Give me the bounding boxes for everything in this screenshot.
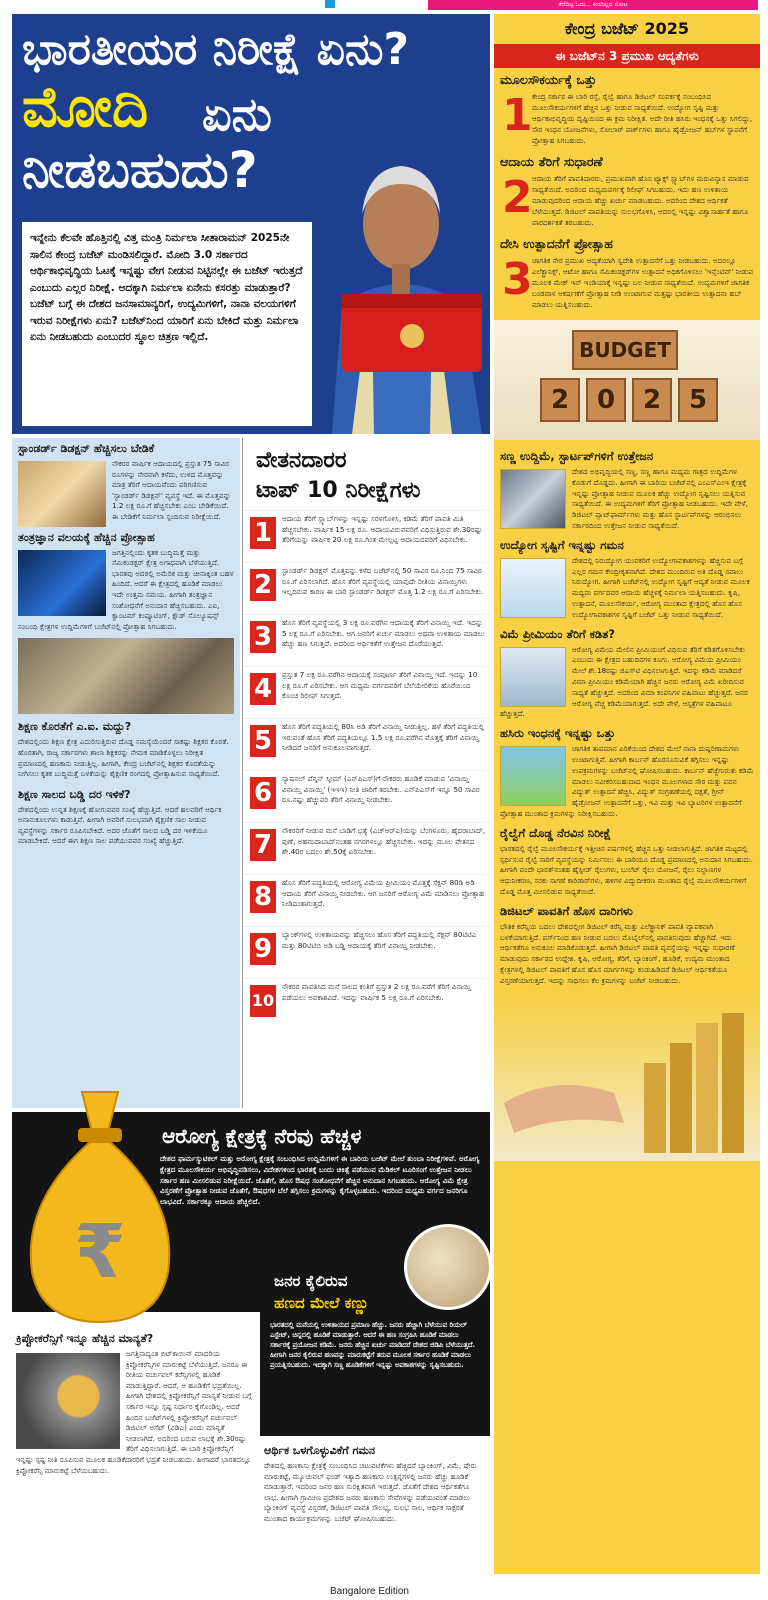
section-railways: [494, 823, 760, 901]
item-text: ನ್ಯಾಷನಲ್ ಪೆನ್ಶನ್ ಸ್ಕೀಮ್ (ಎನ್‌ಪಿಎಸ್)ಗೆ ನೌಕರರು ಹೂಡಿಕೆ ಮಾಡುವ 'ವಿನಾಯ್ತಿ ವಿನಾಯ್ತಿ ವಿನಾಯ್ತಿ' (ಇಇಇ) ನೀತಿ ಜಾರಿಗೆ ತರಬೇಕು. ಎನ್‌ಪಿಎಸ್‌ಗೆ ಇನ್ನೂ 50 ಸಾವಿರ ರೂ.ನಷ್ಟು ಹೆಚ್ಚುವರಿ ತೆರಿಗೆ ವಿನಾಯ್ತಿ ನೀಡಬೇಕು.: [282, 774, 480, 805]
public-money-text: ಭಾರತದಲ್ಲಿ ಮನೆಯಲ್ಲಿ ಉಳಿತಾಯದ ಪ್ರಮಾಣ ಹೆಚ್ಚು. ಜನರು ಹೆಚ್ಚಾಗಿ ಬೆಳೆಯುವ ರಿಯಲ್ ಎಸ್ಟೇಟ್, ಚಿನ್ನದಲ್ಲಿ ಹೂಡಿಕೆ ಮಾಡುತ್ತಾರೆ. ಆದರೆ ಈ ಹಣ ಸಂಗ್ರಹಿಸಿ ಹೂಡಿಕೆ ಮಾಡಲು ಸರ್ಕಾರಕ್ಕೆ ಪ್ರಯೋಜನ ಕಡಿಮೆ. ಜನರು ಹೆಚ್ಚಿನ ಖರ್ಚು ಮಾಡಿದರೆ ದೇಶದ ಜಿಡಿಪಿ ಬೆಳೆಯುತ್ತದೆ. ಹೀಗಾಗಿ ಜನರ ಕೈಲಿರುವ ಹಣವನ್ನು ಮಾರುಕಟ್ಟೆಗೆ ತರುವ ಮೂಲಕ ಸರ್ಕಾರ ಹೂಡಿಕೆ ಮಾಡಲು ಪ್ರಯತ್ನಿಸಬಹುದು. ಇದಕ್ಕಾಗಿ ಸಣ್ಣ ಹೂಡಿಕೆಗಳಿಗೆ ಇನ್ನಷ್ಟು ಅವಕಾಶಗಳನ್ನು ಸೃಷ್ಟಿಸಬಹುದು.: [270, 1321, 476, 1369]
hero-intro-text: ಇನ್ನೇನು ಕೆಲವೇ ಹೊತ್ತಿನಲ್ಲಿ ವಿತ್ತ ಮಂತ್ರಿ ನಿರ್ಮಲಾ ಸೀತಾರಾಮನ್ 2025ನೇ ಸಾಲಿನ ಕೇಂದ್ರ ಬಜೆಟ್ ಮಂಡಿಸಲಿದ್ದಾರೆ. ಮೋದಿ 3.0 ಸರ್ಕಾರದ ಆರ್ಥಿಕಾಭಿವೃದ್ಧಿಯ ಓಟಕ್ಕೆ ಇನ್ನಷ್ಟು ವೇಗ ನೀಡುವ ನಿಟ್ಟಿನಲ್ಲೇ ಈ ಬಜೆಟ್ ಇರುತ್ತದೆ ಎಂಬುದು ಎಲ್ಲರ ನಿರೀಕ್ಷೆ. ಅದಕ್ಕಾಗಿ ನಿರ್ಮಲಾ ಏನೇನು ಕಸರತ್ತು ಮಾಡುತ್ತಾರೆ? ಬಜೆಟ್ ಬಗ್ಗೆ ಈ ದೇಶದ ಜನಸಾಮಾನ್ಯರಿಗೆ, ಉದ್ಯಮಿಗಳಿಗೆ, ನಾನಾ ವಲಯಗಳಿಗೆ ಇರುವ ನಿರೀಕ್ಷೆಗಳು ಏನು? ಬಜೆಟ್‌ನಿಂದ ಯಾರಿಗೆ ಏನು ಬೇಕಿದೆ ಮತ್ತು ನಿರ್ಮಲಾ ಏನು ನೀಡಬಹುದು ಎಂಬುದರ ಸ್ಥೂಲ ಚಿತ್ರಣ ಇಲ್ಲಿದೆ.: [22, 222, 317, 426]
priority-text: ಕೇಂದ್ರ ಸರ್ಕಾರ ಈ ಬಾರಿ ರಸ್ತೆ, ರೈಲ್ವೆ ಹಾಗೂ ಡಿಜಿಟಲ್ ಸಂಪರ್ಕಕ್ಕೆ ಸಂಬಂಧಿಸಿದ ಮೂಲಸೌಕರ್ಯಗಳಿಗೆ ಹೆಚ್ಚಿನ ಒತ್ತು ನೀಡುವ ಸಾಧ್ಯತೆಯಿದೆ. ಉದ್ಯೋಗ ಸೃಷ್ಟಿ ಮತ್ತು ಆರ್ಥಿಕಾಭಿವೃದ್ಧಿಯ ದೃಷ್ಟಿಯಿಂದ ಈ ಕ್ರಮ ನಿರೀಕ್ಷಿತ. ಅದೇ ರೀತಿ ಹಸಿರು ಇಂಧನಕ್ಕೆ ಒತ್ತು ಸಿಗಲಿದ್ದು, ಸೌರ ಇಂಧನ ಯೋಜನೆಗಳು, ಸೋಲಾರ್ ಪಾರ್ಕ್‌ಗಳು ಹಾಗೂ ಹೈಡ್ರೋಜನ್ ಹಬ್‌ಗಳ ಸ್ಥಾಪನೆಗೆ ಪ್ರೋತ್ಸಾಹ ಸಿಗಬಹುದು.: [532, 92, 753, 145]
expectation-item: [244, 926, 490, 978]
expectation-item: [244, 614, 490, 666]
section-green-energy: [494, 723, 760, 823]
section-title: ಹಸಿರು ಇಂಧನಕ್ಕೆ ಇನ್ನಷ್ಟು ಒತ್ತು: [500, 726, 616, 741]
section-title: ತಂತ್ರಜ್ಞಾನ ವಲಯಕ್ಕೆ ಹೆಚ್ಚಿನ ಪ್ರೋತ್ಸಾಹ: [18, 530, 155, 544]
budget-word-block: BUDGET: [572, 330, 678, 370]
priority-item: [494, 68, 760, 150]
expectation-item: [244, 978, 490, 1030]
priority-title: ದೇಸಿ ಉತ್ಪಾದನೆಗೆ ಪ್ರೋತ್ಸಾಹ: [500, 236, 613, 251]
section-title: ಸಣ್ಣ ಉದ್ದಿಮೆ, ಸ್ಟಾರ್ಟಪ್‌ಗಳಿಗೆ ಉತ್ತೇಜನ: [500, 449, 654, 463]
item-number-badge: 7: [250, 829, 276, 861]
bitcoin-hand-photo: [16, 1353, 120, 1449]
item-text: ಪ್ರಸ್ತುತ 7 ಲಕ್ಷ ರೂ.ವರೆಗಿನ ಆದಾಯಕ್ಕೆ ಸಂಪೂರ್ಣ ತೆರಿಗೆ ವಿನಾಯ್ತಿ ಇದೆ. ಇದನ್ನು 10 ಲಕ್ಷ ರೂ.ಗೆ ಏರಿಸಬೇಕು. ಆಗ ಮಧ್ಯಮ ವರ್ಗದವರಿಗೆ ಬೆಲೆಯೇರಿಕೆಯ ಹೊರೆಯಿಂದ ಕೊಂಚ ರಿಲೀಫ್ ಸಿಗುತ್ತದೆ.: [282, 670, 478, 701]
section-text: ದೇಶದಲ್ಲಿ ಹಣಕಾಸು ಕ್ಷೇತ್ರಕ್ಕೆ ಸಂಬಂಧಿಸಿದ ಚಟುವಟಿಕೆಗಳು ಹೆಚ್ಚಿದರೆ ಬ್ಯಾಂಕಿಂಗ್, ವಿಮೆ, ಷೇರು ಮಾರುಕಟ್ಟೆ, ಮ್ಯೂಚುವಲ್ ಫಂಡ್ ಇತ್ಯಾದಿ ಹಣಕಾಸು ಉತ್ಪನ್ನಗಳಲ್ಲಿ ಜನರು ಹೆಚ್ಚು ಹೂಡಿಕೆ ಮಾಡುತ್ತಾರೆ. ಇದರಿಂದ ಜನರ ಹಣ ಸುರಕ್ಷಿತವಾಗಿ ಇರುತ್ತದೆ. ಜೊತೆಗೆ ದೇಶದ ಆರ್ಥಿಕತೆಗೂ ಲಾಭ. ಹೀಗಾಗಿ ಗ್ರಾಮೀಣ ಪ್ರದೇಶದ ಜನರು ಹಣಕಾಸು ಸೇವೆಗಳನ್ನು ಪಡೆಯುವಂತೆ ಮಾಡಲು ಬ್ಯಾಂಕಿಂಗ್ ವ್ಯವಸ್ಥೆ ವಿಸ್ತರಣೆ, ಡಿಜಿಟಲ್ ಪಾವತಿ ಸೌಲಭ್ಯ, ಸುಲಭ ಸಾಲ, ಆರ್ಥಿಕ ಸಾಕ್ಷರತೆ ಮುಂತಾದ ಕಾರ್ಯಕ್ರಮಗಳನ್ನು ಬಜೆಟ್ ಘೋಷಿಸಬಹುದು.: [264, 1461, 477, 1523]
item-number-badge: 3: [250, 621, 276, 653]
item-text: ನೌಕರರ ಪಾವತಿಸಿದ ಮನೆ ಸಾಲದ ಕಂತಿಗೆ ಪ್ರಸ್ತುತ 2 ಲಕ್ಷ ರೂ.ವರೆಗೆ ತೆರಿಗೆ ವಿನಾಯ್ತಿ ಪಡೆಯಲು ಅವಕಾಶವಿದೆ. ಇದನ್ನು ವಾರ್ಷಿಕ 5 ಲಕ್ಷ ರೂ.ಗೆ ಏರಿಸಬೇಕು.: [282, 982, 472, 1002]
expectation-item: [244, 562, 490, 614]
section-title: ರೈಲ್ವೆಗೆ ದೊಡ್ಡ ನೆರವಿನ ನಿರೀಕ್ಷೆ: [500, 825, 611, 840]
priority-text: ಜಾಗತಿಕ ನೇರ ಪ್ರಮುಖ ಆದ್ಯತೆಯಾಗಿ ಸ್ವದೇಶಿ ಉತ್ಪಾದನೆಗೆ ಒತ್ತು ನೀಡಬಹುದು. ಅದರಲ್ಲೂ ಎಲೆಕ್ಟ್ರಾನಿಕ್ಸ್, ಆಟೋ ಹಾಗೂ ಸೆಮಿಕಂಡಕ್ಟರ್‌ಗಳ ಉತ್ಪಾದನೆ ಅಧಿಕಗೊಳಿಸಲು 'ಇನ್ಸೆಂಟಿವ್' ನೀಡುವ ಮೂಲಕ ಮೇಕ್ ಇನ್ ಇಂಡಿಯಾಕ್ಕೆ ಇನ್ನಷ್ಟು ಬಲ ನೀಡುವ ಸಾಧ್ಯತೆಯಿದೆ. ಉದ್ಯಮಗಳಿಗೆ ಜಾಗತಿಕ ಬಂಡವಾಳ ಆಕರ್ಷಣೆಗೆ ಪ್ರೋತ್ಸಾಹ ನೀಡಿ ಉಂಟಾಗುವ ಮತ್ತಷ್ಟು ಭಾರತೀಯ ಉತ್ಪಾದನಾ ಹಬ್ ಮಾಡಲು ಯತ್ನಿಸಬಹುದು.: [532, 256, 754, 309]
top-10-title-line2: ಟಾಪ್ 10 ನಿರೀಕ್ಷೆಗಳು: [256, 478, 421, 503]
rupee-money-bag-icon: [12, 1072, 188, 1332]
priority-number: 1: [502, 90, 533, 141]
expectation-item: [244, 770, 490, 822]
section-text: ಭಾರತದಲ್ಲಿ ರೈಲ್ವೆ ಮೂಲಸೌಕರ್ಯಕ್ಕೆ ಇತ್ತೀಚಿನ ವರ್ಷಗಳಲ್ಲಿ ಹೆಚ್ಚಿನ ಒತ್ತು ನೀಡಲಾಗುತ್ತಿದೆ. ಜಾಗತಿಕ ಮಟ್ಟದಲ್ಲಿ ಸ್ಪರ್ಧಿಸುವ ರೈಲ್ವೆ ಸಾರಿಗೆ ವ್ಯವಸ್ಥೆಯನ್ನು ನಿರ್ಮಿಸಲು ಈ ಬಾರಿಯೂ ದೊಡ್ಡ ಪ್ರಮಾಣದಲ್ಲಿ ಅನುದಾನ ಸಿಗಬಹುದು. ಹೀಗಾಗಿ ವಂದೇ ಭಾರತ್‌ನಂತಹ ಹೈಸ್ಪೀಡ್ ರೈಲುಗಳು, ಬುಲೆಟ್ ರೈಲು ಯೋಜನೆ, ರೈಲು ನಿಲ್ದಾಣಗಳ ಆಧುನೀಕರಣ, ಸರಕು ಸಾಗಣೆ ಕಾರಿಡಾರ್‌ಗಳು, ಹಳಿಗಳ ವಿದ್ಯುದೀಕರಣ ಮುಂತಾದ ರೈಲ್ವೆ ಮೂಲಸೌಕರ್ಯಗಳಿಗೆ ದೊಡ್ಡ ಮೊತ್ತ ಮೀಸಲಿಡುವ ಸಾಧ್ಯತೆಯಿದೆ.: [500, 843, 753, 896]
year-digit-block: 2: [632, 378, 672, 422]
priorities-banner: ಈ ಬಜೆಟ್‌ನ 3 ಪ್ರಮುಖ ಆದ್ಯತೆಗಳು: [494, 44, 760, 68]
year-digit-block: 2: [540, 378, 580, 422]
item-number-badge: 2: [250, 569, 276, 601]
currency-notes-photo: [404, 1224, 492, 1310]
priority-number: 3: [502, 254, 533, 305]
column-divider: [242, 438, 243, 1108]
item-text: ಸ್ಟಾಂಡರ್ಡ್ ಡಿಡಕ್ಷನ್ ಮೊತ್ತವನ್ನು ಕಳೆದ ಬಜೆಟ್‌ನಲ್ಲಿ 50 ಸಾವಿರ ರೂ.ನಿಂದ 75 ಸಾವಿರ ರೂ.ಗೆ ಏರಿಸಲಾಗಿದೆ. ಹೊಸ ತೆರಿಗೆ ವ್ಯವಸ್ಥೆಯಲ್ಲಿ ಯಾವುದೇ ರೀತಿಯ ವಿನಾಯ್ತಿಗಳು ಇಲ್ಲದಿರುವ ಕಾರಣ ಈ ಬಾರಿ ಸ್ಟಾಂಡರ್ಡ್ ಡಿಡಕ್ಷನ್ ಮೊತ್ತ 1.2 ಲಕ್ಷ ರೂ.ಗೆ ಏರಿಸಬೇಕು.: [282, 566, 484, 597]
section-education-ai: [12, 716, 240, 783]
item-text: ಆದಾಯ ತೆರಿಗೆ ಸ್ಲ್ಯಾಬ್‌ಗಳನ್ನು ಇನ್ನಷ್ಟು ಸರಳಗೊಳಿಸಿ, ಕಡಿಮೆ ತೆರಿಗೆ ಪಾವತಿ ಮಿತಿ ಹೆಚ್ಚಿಸಬೇಕು. ವಾರ್ಷಿಕ 15 ಲಕ್ಷ ರೂ. ಆದಾಯವಿರುವವರಿಗೆ ವಿಧಿಸುತ್ತಿರುವ ಶೇ.30ರಷ್ಟು ತೆರಿಗೆಯನ್ನು ವಾರ್ಷಿಕ 20 ಲಕ್ಷ ರೂ.ಗಿಂತ ಮೇಲ್ಪಟ್ಟ ಆದಾಯದವರಿಗೆ ವಿಧಿಸಬೇಕು.: [282, 514, 483, 545]
section-title: ಡಿಜಿಟಲ್ ಪಾವತಿಗೆ ಹೊಸ ದಾರಿಗಳು: [500, 903, 633, 918]
section-text: ದೇಶದಲ್ಲಿಂದು ಉನ್ನತ ಶಿಕ್ಷಣಕ್ಕೆ ಹೋಗುವವರ ಸಂಖ್ಯೆ ಹೆಚ್ಚುತ್ತಿದೆ. ಆದರೆ ಹಲವರಿಗೆ ಆರ್ಥಿಕ ಅನಾನುಕೂಲಗಳು ಕಾಡುತ್ತಿವೆ. ಹೀಗಾಗಿ ಅವರಿಗೆ ಸುಲಭವಾಗಿ ಶೈಕ್ಷಣಿಕ ಸಾಲ ನೀಡುವ ವ್ಯವಸ್ಥೆಗಳನ್ನು ಸರ್ಕಾರ ರೂಪಿಸಬೇಕಿದೆ. ಅದರ ಜೊತೆಗೆ ಸಾಲದ ಬಡ್ಡಿ ದರ ಇಳಿಕೆಯೂ ಮಾಡಬೇಕಿದೆ. ಆದರೆ ಈಗ ಶಿಕ್ಷಣ ಸಾಲ ಪಡೆಯುವವರ ಸಂಖ್ಯೆ ಹೆಚ್ಚುತ್ತಿದೆ.: [18, 804, 222, 846]
hero-headline-line3: ನೀಡಬಹುದು?: [22, 141, 258, 199]
section-text: ದೇಶದಲ್ಲಿಂದು ಶಿಕ್ಷಣ ಕ್ಷೇತ್ರ ಎದುರಿಸುತ್ತಿರುವ ದೊಡ್ಡ ಸಮಸ್ಯೆಯೆಂದರೆ ಸಾಕಷ್ಟು ಶಿಕ್ಷಕರ ಕೊರತೆ. ಹೊರತಾಗಿ, ರಾಜ್ಯ ಸರ್ಕಾರಗಳು ಶಾಲಾ ಶಿಕ್ಷಕರನ್ನು ನೇಮಕ ಮಾಡಿಕೊಳ್ಳಲು ನಿರೀಕ್ಷಿತ ಪ್ರಮಾಣದಲ್ಲಿ ಹಣಕಾಸು ನೀಡುತ್ತಿಲ್ಲ. ಹೀಗಾಗಿ, ಕೇಂದ್ರ ಬಜೆಟ್‌ನಲ್ಲಿ ಶಿಕ್ಷಕರ ಕೊರತೆಯನ್ನು ನೀಗಿಸಲು ಕೃತಕ ಬುದ್ಧಿಮತ್ತೆ ಬಳಕೆಯನ್ನು ಶೈಕ್ಷಣಿಕ ರಂಗದಲ್ಲಿ ಪ್ರೋತ್ಸಾಹಿಸುವ ಸಾಧ್ಯತೆಯಿದೆ.: [18, 737, 229, 779]
left-column-expectations: [12, 438, 240, 1108]
section-education-loan: [12, 784, 240, 851]
hero-headline-line1: ಭಾರತೀಯರ ನಿರೀಕ್ಷೆ ಏನು?: [22, 24, 409, 75]
budget-title: ಕೇಂದ್ರ ಬಜೆಟ್ 2025: [564, 19, 690, 38]
expectation-item: [244, 510, 490, 562]
top-10-title: [244, 438, 490, 510]
section-text: ಜಗತ್ತಿನಲ್ಲಿಂದು ಕೃತಕ ಬುದ್ಧಿಮತ್ತೆ ಮತ್ತು ಸೆಮಿಕಂಡಕ್ಟರ್ ಕ್ಷೇತ್ರ ಅಗಾಧವಾಗಿ ಬೆಳೆಯುತ್ತಿದೆ. ಭಾರತವು ಅದರಲ್ಲಿ ಅಮೆರಿಕ ಮತ್ತು ಚೀನಾಕ್ಕಿಂತ ಬಹಳ ಹಿಂದಿದೆ. ಆದರೆ ಈ ಕ್ಷೇತ್ರದಲ್ಲಿ ಹೂಡಿಕೆ ಮಾಡಲು ಇದೇ ಉತ್ತಮ ಸಮಯ. ಹೀಗಾಗಿ ತಂತ್ರಜ್ಞಾನ ಸಂಶೋಧನೆಗೆ ಅನುದಾನ ಹೆಚ್ಚಿಸಬಹುದು. ಎಐ, ಕ್ವಾಂಟಮ್ ಕಂಪ್ಯೂಟಿಂಗ್, ಕ್ಲೌಡ್ ಸೊಲ್ಯೂಷನ್ಸ್ ಸಂಬಂಧಿ ಕ್ಷೇತ್ರಗಳ ಉದ್ದಿಮೆಗಳಿಗೆ ಬಜೆಟ್‌ನಲ್ಲಿ ಪ್ರೋತ್ಸಾಹ ಸಿಗಬಹುದು.: [18, 547, 234, 631]
hero-headline-enu: ಏನು: [202, 87, 272, 141]
priority-item: [494, 232, 760, 314]
hero-panel: [12, 14, 490, 434]
priority-item: [494, 150, 760, 232]
section-text: ನೌಕರರ ವಾರ್ಷಿಕ ಆದಾಯದಲ್ಲಿ ಪ್ರಸ್ತುತ 75 ಸಾವಿರ ರೂಗಳನ್ನು ನೇರವಾಗಿ ಕಳೆದು, ಉಳಿದ ಮೊತ್ತವನ್ನು ಮಾತ್ರ ತೆರಿಗೆ ಆದಾಯವೆಂದು ಪರಿಗಣಿಸುವ 'ಸ್ಟಾಂಡರ್ಡ್ ಡಿಡಕ್ಷನ್' ವ್ಯವಸ್ಥೆ ಇದೆ. ಈ ಮೊತ್ತವನ್ನು 1.2 ಲಕ್ಷ ರೂ.ಗೆ ಹೆಚ್ಚಿಸಬೇಕು ಎಂಬ ಬೇಡಿಕೆಯಿದೆ. ಈ ಬೇಡಿಕೆಗೆ ನಿರ್ಮಲಾ ಸ್ಪಂದಿಸುವ ನಿರೀಕ್ಷೆಯಿದೆ.: [112, 459, 231, 521]
item-number-badge: 10: [250, 985, 276, 1017]
item-number-badge: 8: [250, 881, 276, 913]
top-10-title-line1: ವೇತನದಾರರ: [256, 448, 347, 473]
insurance-hands-image: [500, 647, 566, 707]
top-10-expectations: [244, 438, 490, 1108]
section-title: ಶಿಕ್ಷಣ ಸಾಲದ ಬಡ್ಡಿ ದರ ಇಳಿಕೆ?: [18, 787, 131, 801]
svg-text:₹: ₹: [74, 1209, 126, 1295]
section-title: ಆರ್ಥಿಕ ಒಳಗೊಳ್ಳುವಿಕೆಗೆ ಗಮನ: [264, 1444, 376, 1457]
section-title: ವಿಮೆ ಪ್ರೀಮಿಯಂ ತೆರಿಗೆ ಕಡಿತ?: [500, 626, 615, 641]
factory-photo: [500, 469, 566, 529]
green-energy-image: [500, 746, 566, 806]
item-number-badge: 5: [250, 725, 276, 757]
section-msme-startups: [494, 446, 760, 535]
section-title: ಕ್ರಿಪ್ಟೋಕರೆನ್ಸಿಗೆ ಇನ್ನೂ ಹೆಚ್ಚಿನ ಮಾನ್ಯತೆ?: [16, 1332, 154, 1345]
priority-number: 2: [502, 172, 533, 223]
section-text: ಜಾಗತಿಕ ತಾಪಮಾನ ಏರಿಕೆಯಿಂದ ದೇಶದ ಮೇಲೆ ನಾನಾ ದುಷ್ಪರಿಣಾಮಗಳು ಉಂಟಾಗುತ್ತಿವೆ. ಹೀಗಾಗಿ ಕಾರ್ಬನ್ ಹೊರಸೂಸುವಿಕೆ ತಗ್ಗಿಸಲು ಇನ್ನಷ್ಟು ಉಪಕ್ರಮಗಳನ್ನು ಬಜೆಟ್‌ನಲ್ಲಿ ಘೋಷಿಸಬಹುದು. ಕಾರ್ಬನ್ ಹೆಜ್ಜೆಗುರುತು ಕಡಿಮೆ ಮಾಡಲು ನವೀಕರಿಸಬಹುದಾದ ಇಂಧನ ಮೂಲಗಳಾದ ಸೌರ ಮತ್ತು ಪವನ ವಿದ್ಯುತ್ ಉತ್ಪಾದನೆ ಹೆಚ್ಚಿಸಿ, ವಿದ್ಯುತ್ ಸಂಗ್ರಹಣೆಯಲ್ಲಿ ದಕ್ಷತೆ, ಗ್ರೀನ್ ಹೈಡ್ರೋಜನ್ ಉತ್ಪಾದನೆಗೆ ಒತ್ತು, ಇವಿ ಮತ್ತು ಇವಿ ಬ್ಯಾಟರಿಗಳ ಉತ್ಪಾದನೆಗೆ ಪ್ರೋತ್ಸಾಹ ಮುಂತಾದ ಕ್ರಮಗಳನ್ನು ನಿರೀಕ್ಷಿಸಬಹುದು.: [500, 744, 754, 818]
health-text: ದೇಶದ ಫಾರ್ಮಸ್ಯುಟಿಕಲ್ ಮತ್ತು ಆರೋಗ್ಯ ಕ್ಷೇತ್ರಕ್ಕೆ ಸಂಬಂಧಿಸಿದ ಉದ್ದಿಮೆಗಳಿಗೆ ಈ ಬಾರಿಯ ಬಜೆಟ್ ಮೇಲೆ ತುಂಬಾ ನಿರೀಕ್ಷೆಗಳಿವೆ. ಆರೋಗ್ಯ ಕ್ಷೇತ್ರದ ಮೂಲಸೌಕರ್ಯ ಅಭಿವೃದ್ಧಿಪಡಿಸಲು, ವಿದೇಶಗಳಿಂದ ಭಾರತಕ್ಕೆ ಬಂದು ಚಿಕಿತ್ಸೆ ಪಡೆಯುವ ಮೆಡಿಕಲ್ ಟೂರಿಸಂಗೆ ಉತ್ತೇಜನ ನೀಡಲು ಸರ್ಕಾರ ಹಣ ಮೀಸಲಿಡುವ ನಿರೀಕ್ಷೆಯಿದೆ. ಜೊತೆಗೆ, ಹೊಸ ಔಷಧ ಸಂಶೋಧನೆಗೆ ಹೆಚ್ಚಿನ ಅನುದಾನ ಸಿಗಬಹುದು. ಆರೋಗ್ಯ ವಿಮೆ ಕ್ಷೇತ್ರ ವಿಸ್ತರಣೆಗೆ ಪ್ರೋತ್ಸಾಹ ನೀಡುವ ಜೊತೆಗೆ, ಔಷಧಗಳ ಬೆಲೆ ತಗ್ಗಿಸಲು ಕ್ರಮಗಳನ್ನು ಕೈಗೊಳ್ಳಬಹುದು. ಇದರಿಂದ ಮಧ್ಯಮ ವರ್ಗದ ಜನರಿಗೂ ಲಾಭವಿದೆ. ಸರ್ಕಾರಕ್ಕೂ ಆದಾಯ ಹೆಚ್ಚಲಿದೆ.: [160, 1154, 480, 1207]
section-financial-inclusion: [260, 1440, 490, 1586]
item-text: ಹೊಸ ತೆರಿಗೆ ಪದ್ಧತಿಯಲ್ಲಿ ಆರೋಗ್ಯ ವಿಮೆಯ ಪ್ರೀಮಿಯಂ ಮೊತ್ತಕ್ಕೆ ಸೆಕ್ಷನ್ 80ಡಿ ಅಡಿ ಆದಾಯ ತೆರಿಗೆ ವಿನಾಯ್ತಿ ನೀಡಬೇಕು. ಆಗ ಜನರಿಗೆ ಆರೋಗ್ಯ ವಿಮೆ ಮಾಡಿಸಲು ಪ್ರೋತ್ಸಾಹ ನೀಡಿದಂತಾಗುತ್ತದೆ.: [282, 878, 485, 909]
item-text: ಬ್ಯಾಂಕ್‌ಗಳಲ್ಲಿ ಉಳಿತಾಯವನ್ನು ಹೆಚ್ಚಿಸಲು ಹೊಸ ತೆರಿಗೆ ಪದ್ಧತಿಯಲ್ಲಿ ಸೆಕ್ಷನ್ 80ಟಿಟಿಎ ಮತ್ತು 80ಟಿಟಿಬಿ ಅಡಿ ಬಡ್ಡಿ ಆದಾಯಕ್ಕೆ ತೆರಿಗೆ ವಿನಾಯ್ತಿ ನೀಡಬೇಕು.: [282, 930, 477, 950]
tax-blocks-image: [18, 461, 106, 527]
item-number-badge: 9: [250, 933, 276, 965]
priority-title: ಆದಾಯ ತೆರಿಗೆ ಸುಧಾರಣೆ: [500, 154, 603, 169]
expectation-item: [244, 666, 490, 718]
finance-minister-portrait: [312, 114, 490, 434]
coin-stacks-image: [494, 993, 760, 1161]
section-text: ಆರೋಗ್ಯ ವಿಮೆಯ ಮೇಲಿನ ಪ್ರೀಮಿಯಂಗೆ ವಿಧಿಸುವ ತೆರಿಗೆ ಕಡಿತಗೊಳಿಸಬೇಕು ಎಂಬುದು ಈ ಕ್ಷೇತ್ರದ ಬಹುದಿನಗಳ ಕೂಗು. ಆರೋಗ್ಯ ವಿಮೆಯ ಪ್ರೀಮಿಯಂ ಮೇಲೆ ಶೇ.18ರಷ್ಟು ಜಿಎಸ್‌ಟಿ ವಿಧಿಸಲಾಗುತ್ತಿದೆ. ಇದನ್ನು ಕಡಿಮೆ ಮಾಡಿದರೆ ವಿಮಾ ಪ್ರೀಮಿಯಂ ಕಡಿಮೆಯಾಗಿ ಹೆಚ್ಚಿನ ಜನರು ಆರೋಗ್ಯ ವಿಮೆ ಖರೀದಿಸುವ ಸಾಧ್ಯತೆ ಹೆಚ್ಚುತ್ತದೆ. ಅದರಿಂದ ವಿಮಾ ಕಂಪನಿಗಳ ವಹಿವಾಟು ಹೆಚ್ಚುತ್ತದೆ. ಜನರ ಆರೋಗ್ಯ ವೆಚ್ಚ ಕಡಿಮೆಯಾಗುತ್ತದೆ. ಅದೇ ವೇಳೆ, ಆಸ್ಪತ್ರೆಗಳ ವಹಿವಾಟೂ ಹೆಚ್ಚುತ್ತದೆ.: [500, 644, 748, 719]
top-strip: [0, 0, 768, 10]
item-text: ನೌಕರರಿಗೆ ನೀಡುವ ಮನೆ ಬಾಡಿಗೆ ಭತ್ಯೆ (ಎಚ್‌ಆರ್‌ಎ)ಯನ್ನು ಬೆಂಗಳೂರು, ಹೈದರಾಬಾದ್, ಪುಣೆ, ಅಹಮದಾಬಾದ್‌ನಂತಹ ನಗರಗಳಲ್ಲೂ ಹೆಚ್ಚಿಸಬೇಕು. ಇದನ್ನು ಮೂಲ ವೇತನದ ಶೇ.40ರ ಬದಲು ಶೇ.50ಕ್ಕೆ ಏರಿಸಬೇಕು.: [282, 826, 486, 857]
coin-stacks-icon: [494, 993, 760, 1161]
section-text: ಜಗತ್ತಿನಾದ್ಯಂತ ಬಿಟ್‌ಕಾಯಿನ್ ಮಾದರಿಯ ಕ್ರಿಪ್ಟೋಕರೆನ್ಸಿಗಳ ಮಾರುಕಟ್ಟೆ ಬೆಳೆಯುತ್ತಿದೆ. ಜನರೂ ಈ ರೀತಿಯ ವರ್ಚುವಲ್ ಕರೆನ್ಸಿಗಳಲ್ಲಿ ಹೂಡಿಕೆ ಮಾಡುತ್ತಿದ್ದಾರೆ. ಆದರೆ, ಆ ಹೂಡಿಕೆಗೆ ಭದ್ರತೆಯಿಲ್ಲ. ಹೀಗಾಗಿ ದೇಶದಲ್ಲಿ ಕ್ರಿಪ್ಟೋಕರೆನ್ಸಿಗೆ ಮಾನ್ಯತೆ ನೀಡುವ ಬಗ್ಗೆ ಸರ್ಕಾರ ಇನ್ನೂ ಸ್ಪಷ್ಟ ನಿರ್ಧಾರ ಕೈಗೊಂಡಿಲ್ಲ. ಆದರೆ ಹಿಂದಿನ ಬಜೆಟ್‌ಗಳಲ್ಲಿ ಕ್ರಿಪ್ಟೋಕರೆನ್ಸಿಗೆ ವರ್ಚುವಲ್ ಡಿಜಿಟಲ್ ಅಸೆಟ್ (ವಿಡಿಎ) ಎಂದು ಮಾನ್ಯತೆ ನೀಡಲಾಗಿದೆ. ಅದರಿಂದ ಬರುವ ಲಾಭಕ್ಕೆ ಶೇ.30ರಷ್ಟು ತೆರಿಗೆ ವಿಧಿಸಲಾಗುತ್ತಿದೆ. ಈ ಬಾರಿ ಕ್ರಿಪ್ಟೋಕರೆನ್ಸಿಗೆ ಇನ್ನಷ್ಟು ಸ್ಪಷ್ಟ ನೀತಿ ರೂಪಿಸುವ ಮೂಲಕ ಹೂಡಿಕೆದಾರರಿಗೆ ಭದ್ರತೆ ನೀಡಬಹುದು. ಹೀಗಾದರೆ ಭಾರತದಲ್ಲೂ ಕ್ರಿಪ್ಟೋಕರೆನ್ಸಿ ಮಾರುಕಟ್ಟೆ ಬೆಳೆಯಬಹುದು.: [16, 1349, 252, 1475]
public-money-title-line1: ಜನರ ಕೈಲಿರುವ: [274, 1272, 348, 1290]
budget-2025-blocks-image: [494, 320, 760, 440]
section-title: ಸ್ಟಾಂಡರ್ಡ್ ಡಿಡಕ್ಷನ್ ಹೆಚ್ಚಿಸಲು ಬೇಡಿಕೆ: [18, 442, 155, 455]
public-money-title-line2: ಹಣದ ಮೇಲೆ ಕಣ್ಣು: [274, 1294, 369, 1312]
tagline: ತೆರೆದಿಟ್ಟ ಓದು... ಕುಂದಿಲ್ಲದ ನೋಟ: [428, 0, 758, 10]
section-digital-payments: [494, 901, 760, 990]
section-title: ಉದ್ಯೋಗ ಸೃಷ್ಟಿಗೆ ಇನ್ನಷ್ಟು ಗಮನ: [500, 537, 624, 552]
section-text: ಭೌತಿಕ ಕರೆನ್ಸಿಯ ಬದಲು ದೇಶದಲ್ಲೀಗ ಡಿಜಿಟಲ್ ಕರೆನ್ಸಿ ಮತ್ತು ಎಲೆಕ್ಟ್ರಾನಿಕ್ ಪಾವತಿ ವ್ಯಾಪಕವಾಗಿ ಬಳಕೆಯಾಗುತ್ತಿದೆ. ಪರ್ಸ್‌ನಿಂದ ಹಣ ನೀಡುವ ಬದಲು ಮೊಬೈಲ್‌ನಲ್ಲಿ ಪಾವತಿಸುವುದು ಹೆಚ್ಚಾಗಿದೆ. ಇದು ಆರ್ಥಿಕತೆಗೂ ಅನುಕೂಲ ಮಾಡಿಕೊಡುತ್ತದೆ. ಹೀಗಾಗಿ ಡಿಜಿಟಲ್ ಪಾವತಿ ವ್ಯವಸ್ಥೆಯನ್ನು ಇನ್ನಷ್ಟು ಸುಧಾರಣೆ ಮಾಡುವುದು ಸರ್ಕಾರದ ಉದ್ದೇಶ. ಕೃಷಿ, ಆರೋಗ್ಯ, ತೆರಿಗೆ, ಬ್ಯಾಂಕಿಂಗ್, ಹೂಡಿಕೆ, ಉದ್ಯಮ ಮುಂತಾದ ಕ್ಷೇತ್ರಗಳಲ್ಲಿ ಡಿಜಿಟಲ್ ಪಾವತಿಗೆ ಹೊಸ ಹೊಸ ಮಾರ್ಗಗಳನ್ನು ಕಂಡುಹಿಡಿದರೆ ಡಿಜಿಟಲ್ ಆರ್ಥಿಕತೆಯೂ ವಿಸ್ತರಣೆಯಾಗುತ್ತದೆ. ಇದನ್ನು ಸಾಧಿಸಲು ಕೆಲ ಕ್ರಮಗಳನ್ನು ಬಜೆಟ್ ನೀಡಬಹುದು.: [500, 921, 735, 985]
expectation-item: [244, 822, 490, 874]
health-title: ಆರೋಗ್ಯ ಕ್ಷೇತ್ರಕ್ಕೆ ನೆರವು ಹೆಚ್ಚಳ: [162, 1124, 362, 1148]
hero-headline-modi: ಮೋದಿ: [22, 75, 149, 140]
year-digit-block: 5: [678, 378, 718, 422]
section-title: ಶಿಕ್ಷಣ ಕೊರತೆಗೆ ಎ.ಐ. ಮದ್ದು?: [18, 720, 132, 734]
brand-mark: [325, 0, 335, 8]
coins-notes-photo: [18, 638, 234, 714]
expectation-item: [244, 718, 490, 770]
right-column-budget-priorities: [494, 14, 760, 1574]
item-number-badge: 6: [250, 777, 276, 809]
year-digit-block: 0: [586, 378, 626, 422]
edition-label: Bangalore Edition: [330, 1586, 409, 1597]
workers-illustration: [500, 558, 566, 618]
section-cryptocurrency: [12, 1326, 256, 1586]
section-job-creation: [494, 535, 760, 624]
priority-title: ಮೂಲಸೌಕರ್ಯಕ್ಕೆ ಒತ್ತು: [500, 72, 597, 87]
item-text: ಹೊಸ ತೆರಿಗೆ ಪದ್ಧತಿಯಲ್ಲಿ 80ಸಿ ಅಡಿ ತೆರಿಗೆ ವಿನಾಯ್ತಿ ನೀಡುತ್ತಿಲ್ಲ. ಹಳೆ ತೆರಿಗೆ ಪದ್ಧತಿಯಲ್ಲಿ ಇರುವಂತೆ ಹೊಸ ತೆರಿಗೆ ಪದ್ಧತಿಯಲ್ಲೂ 1.5 ಲಕ್ಷ ರೂ.ವರೆಗಿನ ಮೊತ್ತಕ್ಕೆ ತೆರಿಗೆ ವಿನಾಯ್ತಿ ನೀಡಿದರೆ ಜನರಿಗೆ ಅನುಕೂಲವಾಗುತ್ತದೆ.: [282, 722, 485, 753]
expectation-item: [244, 874, 490, 926]
section-technology: [12, 527, 240, 637]
section-insurance-premium: [494, 624, 760, 724]
section-text: ದೇಶದ ಅಭಿವೃದ್ಧಿಯಲ್ಲಿ ಸಣ್ಣ, ಸಣ್ಣ ಹಾಗೂ ಮಧ್ಯಮ ಗಾತ್ರದ ಉದ್ದಿಮೆಗಳ ಕೊಡುಗೆ ದೊಡ್ಡದು. ಹೀಗಾಗಿ ಈ ಬಾರಿಯ ಬಜೆಟ್‌ನಲ್ಲಿ ಎಂಎಸ್ಎಂಇ ಕ್ಷೇತ್ರಕ್ಕೆ ಇನ್ನಷ್ಟು ಪ್ರೋತ್ಸಾಹ ನೀಡುವ ಮೂಲಕ ಹೆಚ್ಚು ಉದ್ಯೋಗ ಸೃಷ್ಟಿಸಲು ಯತ್ನಿಸುವ ಸಾಧ್ಯತೆಯಿದೆ. ಈ ಉದ್ಯಮಗಳಿಗೆ ತೆರಿಗೆ ಪ್ರೋತ್ಸಾಹ ನೀಡಬಹುದು. ಇದೇ ವೇಳೆ, ಡಿಜಿಟಲ್ ಪ್ಲಾಟ್‌ಫಾರ್ಮ್‌ಗಳು ಮತ್ತು ಹೊಸ ಸ್ಟಾರ್ಟಪ್‌ಗಳನ್ನು ಆರಂಭಿಸಲು ಸರ್ಕಾರದಿಂದ ಉತ್ತೇಜನ ನೀಡುವ ಸಾಧ್ಯತೆಯಿದೆ.: [572, 467, 748, 530]
item-number-badge: 4: [250, 673, 276, 705]
item-number-badge: 1: [250, 517, 276, 549]
priority-text: ಆದಾಯ ತೆರಿಗೆ ಪಾವತಿದಾರರು, ಪ್ರಮುಖವಾಗಿ ಹೊಸ ಟ್ಯಾಕ್ಸ್ ಸ್ಲ್ಯಾಬ್‌ಗಳ ಮರುವಿನ್ಯಾಸ ಮಾಡುವ ಸಾಧ್ಯತೆಯಿದೆ. ಅದರಿಂದ ಮಧ್ಯಮವರ್ಗಕ್ಕೆ ರಿಲೀಫ್ ಸಿಗಬಹುದು. ಇದು ಹಣ ಉಳಿತಾಯ ಮಾಡುವುದರಿಂದ ಆದಾಯ ಹೆಚ್ಚು ಖರ್ಚು ಮಾಡಬಹುದು. ಅದರಿಂದ ದೇಶದ ಆರ್ಥಿಕತೆ ಬೆಳೆಯುತ್ತದೆ. ಡಿಜಿಟಲ್ ಪಾವತಿಯನ್ನು ಸುಲಭಗೊಳಿಸಿ, ಆದರಲ್ಲಿ ಇನ್ನಷ್ಟು ವಿಶ್ವಾಸಾರ್ಹತೆ ಹಾಗೂ ಪಾರದರ್ಶಕತೆ ತರಬಹುದು.: [532, 174, 749, 227]
section-text: ದೇಶದಲ್ಲಿ ನಿರುದ್ಯೋಗ ಯುವಕರಿಗೆ ಉದ್ಯೋಗಾವಕಾಶಗಳನ್ನು ಹೆಚ್ಚಿಸುವ ಬಗ್ಗೆ ಎಲ್ಲರ ಗಮನ ಕೇಂದ್ರೀಕೃತವಾಗಿದೆ. ದೇಶದ ಮುಂದಿರುವ ಅತಿ ದೊಡ್ಡ ಸವಾಲು ನಿರುದ್ಯೋಗ. ಹೀಗಾಗಿ ಬಜೆಟ್‌ನಲ್ಲಿ ಉದ್ಯೋಗ ಸೃಷ್ಟಿಗೆ ಆದ್ಯತೆ ನೀಡುವ ಮೂಲಕ ಮಧ್ಯಮ ವರ್ಗದವರ ಆದಾಯ ಹೆಚ್ಚಳಕ್ಕೆ ನಿರ್ಮಲಾ ಯತ್ನಿಸಬಹುದು. ಕೃಷಿ, ಉತ್ಪಾದನೆ, ಮೂಲಸೌಕರ್ಯ, ಆರೋಗ್ಯ ಮುಂತಾದ ಕ್ಷೇತ್ರದಲ್ಲಿ ಹೊಸ ಹೊಸ ಉದ್ಯೋಗಾವಕಾಶಗಳ ಸೃಷ್ಟಿಗೆ ಬಜೆಟ್ ಒತ್ತು ನೀಡುವ ಸಾಧ್ಯತೆಯಿದೆ.: [572, 555, 750, 619]
ai-chip-image: [18, 550, 106, 616]
section-standard-deduction: [12, 438, 240, 527]
item-text: ಹೊಸ ತೆರಿಗೆ ವ್ಯವಸ್ಥೆಯಲ್ಲಿ 3 ಲಕ್ಷ ರೂ.ವರೆಗಿನ ಆದಾಯಕ್ಕೆ ತೆರಿಗೆ ವಿನಾಯ್ತಿ ಇದೆ. ಇದನ್ನು 5 ಲಕ್ಷ ರೂ.ಗೆ ಏರಿಸಬೇಕು. ಆಗ ಜನರಿಗೆ ಖರ್ಚು ಮಾಡಲು ಅಥವಾ ಉಳಿತಾಯ ಮಾಡಲು ಹೆಚ್ಚು ಹಣ ಸಿಗುತ್ತದೆ. ಅದರಿಂದ ಆರ್ಥಿಕತೆಗೆ ಉತ್ತೇಜನ ದೊರೆಯುತ್ತದೆ.: [282, 618, 485, 649]
